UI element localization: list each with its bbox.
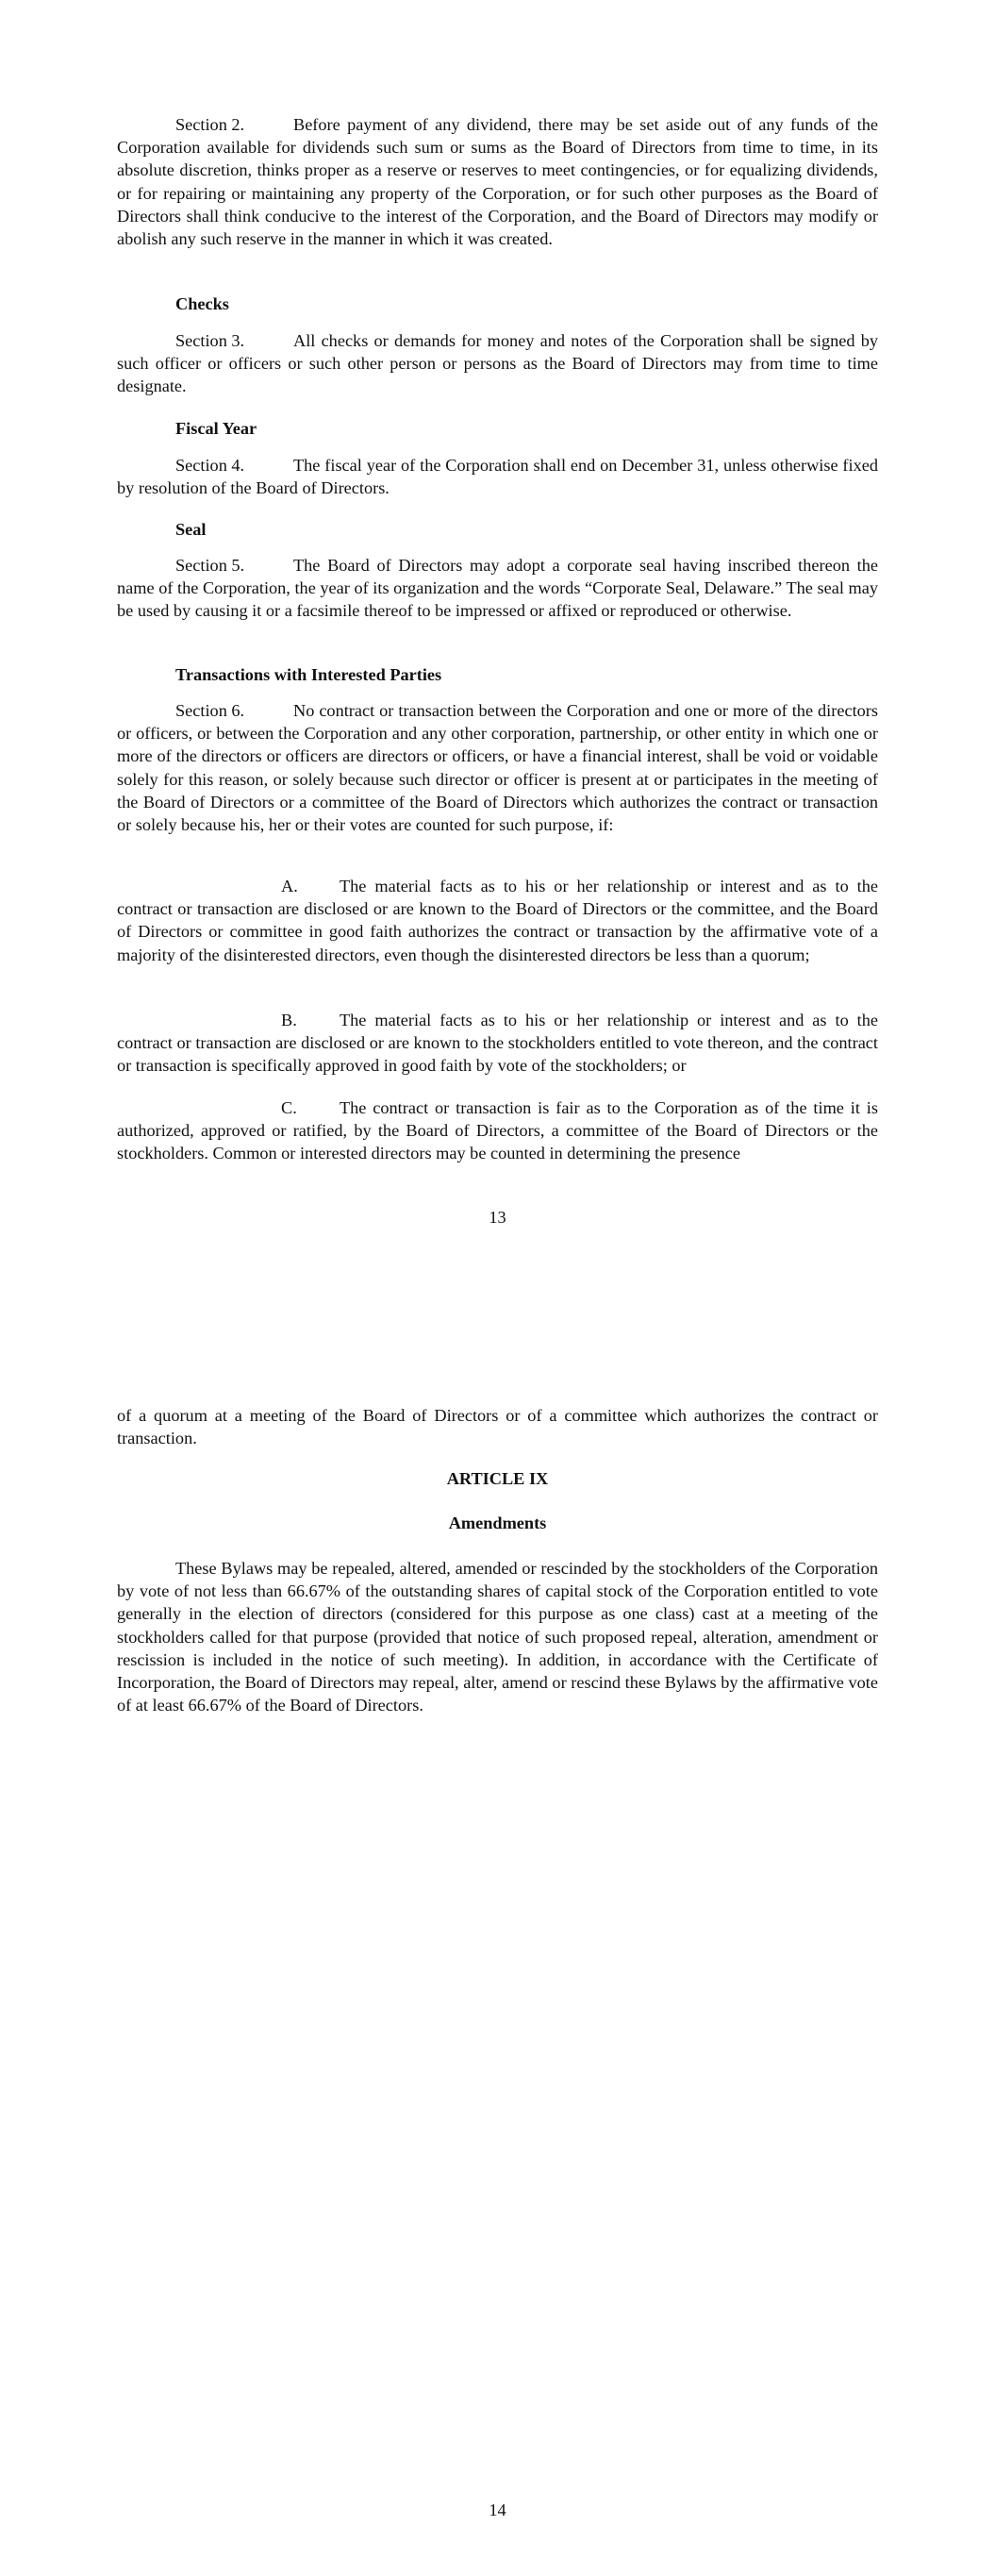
section-2-text: Before payment of any dividend, there may be set aside out of any funds of the Corporation available for dividends such sum or sums as the Board of Directors from time to time, in its absolute discretion, thinks proper as a reserve or reserves to meet contingencies, or for equalizing dividends, or for repairing or maintaining any property of the Corporation, or for such other purposes as the Board of Directors shall think conducive to the interest of the Corporation, and the Board of Directors may modify or abolish any such reserve in the manner in which it was created. <box>117 115 878 249</box>
section-2-block <box>117 113 878 250</box>
section-5-text: The Board of Directors may adopt a corporate seal having inscribed thereon the name of the Corporation, the year of its organization and the words “Corporate Seal, Delaware.” The seal may be used by causing it or a facsimile thereof to be impressed or affixed or reproduced or otherwise. <box>117 556 878 621</box>
page-number-14: 14 <box>489 2501 506 2519</box>
amendments-block <box>117 1557 878 1716</box>
checks-heading: Checks <box>175 294 229 313</box>
section-4-block <box>117 454 878 499</box>
section-3-label: Section 3. <box>175 331 245 350</box>
section-6-block <box>117 699 878 836</box>
document-page-14 <box>0 1321 995 2576</box>
transactions-heading: Transactions with Interested Parties <box>175 665 442 684</box>
section-6-text: No contract or transaction between the Corporation and one or more of the directors or officers, or between the Corporation and any other corporation, partnership, or other entity in which one or more of the directors or officers are directors or officers, or have a financial interest, shall be void or voidable solely for this reason, or solely because such director or officer is present at or participates in the meeting of the Board of Directors or a committee of the Board of Directors which authorizes the contract or transaction or solely because his, her or their votes are counted for such purpose, if: <box>117 701 878 835</box>
section-2-label: Section 2. <box>175 115 245 134</box>
item-a-paragraph <box>117 875 878 966</box>
checks-block <box>117 293 878 315</box>
item-c-label: C. <box>281 1098 297 1117</box>
continuation-text: of a quorum at a meeting of the Board of Directors or of a committee which authorizes the contract or transaction. <box>117 1406 878 1448</box>
section-2-paragraph <box>117 113 878 250</box>
fiscal-year-block <box>117 417 878 440</box>
seal-heading: Seal <box>175 520 207 539</box>
section-5-paragraph <box>117 554 878 623</box>
item-c-block <box>117 1096 878 1165</box>
section-5-label: Section 5. <box>175 556 245 575</box>
amendments-text: These Bylaws may be repealed, altered, amended or rescinded by the stockholders of the Corporation by vote of not less than 66.67% of the outstanding shares of capital stock of the Corporation entitled to vote generally in the election of directors (considered for this purpose as one class) cast at a meeting of the stockholders called for that purpose (provided that notice of such proposed repeal, alteration, amendment or rescission is included in the notice of such meeting). In addition, in accordance with the Certificate of Incorporation, the Board of Directors may repeal, alter, amend or rescind these Bylaws by the affirmative vote of at least 66.67% of the Board of Directors. <box>117 1559 878 1715</box>
section-3-paragraph <box>117 329 878 398</box>
continuation-block <box>117 1404 878 1449</box>
seal-block <box>117 518 878 541</box>
amendments-heading-block <box>117 1512 878 1534</box>
item-a-block <box>117 875 878 966</box>
item-b-paragraph <box>117 1009 878 1078</box>
section-4-label: Section 4. <box>175 456 245 475</box>
article-heading-block <box>117 1467 878 1490</box>
item-b-label: B. <box>281 1011 297 1029</box>
amendments-heading: Amendments <box>448 1514 547 1532</box>
item-b-text: The material facts as to his or her relationship or interest and as to the contract or transaction are disclosed or are known to the stockholders entitled to vote thereon, and the contract or transaction is specifically approved in good faith by vote of the stockholders; or <box>117 1011 878 1076</box>
item-a-label: A. <box>281 877 298 895</box>
section-3-block <box>117 329 878 398</box>
section-3-text: All checks or demands for money and notes of the Corporation shall be signed by such officer or officers or such other person or persons as the Board of Directors may from time to time designate. <box>117 331 878 396</box>
transactions-block <box>117 663 878 686</box>
article-heading: ARTICLE IX <box>446 1469 549 1488</box>
item-a-text: The material facts as to his or her relationship or interest and as to the contract or transaction are disclosed or are known to the Board of Directors or the committee, and the Board of Directors or committee in good faith authorizes the contract or transaction by the affirmative vote of a majority of the disinterested directors, even though the disinterested directors be less than a quorum; <box>117 877 878 964</box>
fiscal-year-heading: Fiscal Year <box>175 419 257 438</box>
section-6-label: Section 6. <box>175 701 245 720</box>
section-4-text: The fiscal year of the Corporation shall end on December 31, unless otherwise fixed by resolution of the Board of Directors. <box>117 456 878 498</box>
section-6-paragraph <box>117 699 878 836</box>
item-b-block <box>117 1009 878 1078</box>
item-c-text: The contract or transaction is fair as to the Corporation as of the time it is authorized, approved or ratified, by the Board of Directors, a committee of the Board of Directors or the stockholders. Common or interested directors may be counted in determining the presence <box>117 1098 878 1163</box>
page-number-13: 13 <box>489 1208 506 1227</box>
item-c-paragraph <box>117 1096 878 1165</box>
section-5-block <box>117 554 878 623</box>
section-4-paragraph <box>117 454 878 499</box>
